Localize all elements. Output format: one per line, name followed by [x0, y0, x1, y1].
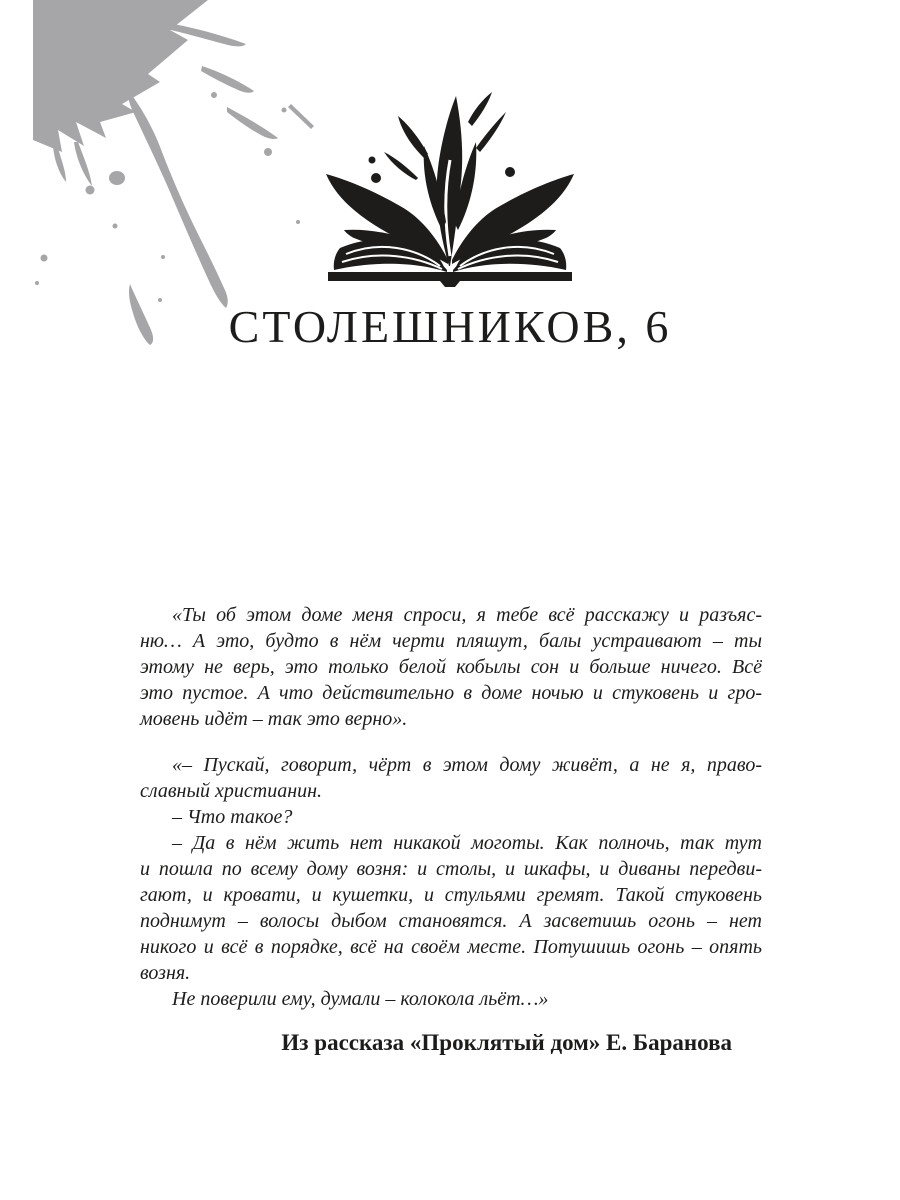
quote-line: никого и всё в порядке, всё на своём месте. Потушишь огонь – опять: [140, 936, 762, 958]
book-leaves-logo-icon: [318, 88, 582, 288]
quote-line: «– Пускай, говорит, чёрт в этом дому живёт, а не я, право-: [172, 754, 762, 776]
quote-line: славный христианин.: [140, 780, 323, 802]
quote-line: «Ты об этом доме меня спроси, я тебе всё расскажу и разъяс-: [172, 604, 762, 626]
quote-line: мовень идёт – так это верно».: [140, 708, 408, 730]
quote-line: ню… А это, будто в нём черти пляшут, балы устраивают – ты: [140, 630, 762, 652]
quote-line: – Что такое?: [172, 806, 293, 828]
quote-line: это пустое. А что действительно в доме ночью и стуковень и гро-: [140, 682, 762, 704]
quote-line: Не поверили ему, думали – колокола льёт…»: [172, 988, 549, 1010]
attribution-line: Из рассказа «Проклятый дом» Е. Баранова: [281, 1030, 732, 1055]
quote-line: поднимут – волосы дыбом становятся. А засветишь огонь – нет: [140, 910, 762, 932]
epigraph-quote-block: [140, 602, 762, 1012]
quote-line: гают, и кровати, и кушетки, и стульями гремят. Такой стуковень: [140, 884, 762, 906]
quote-line: возня.: [140, 962, 191, 984]
quote-line: и пошла по всему дому возня: и столы, и шкафы, и диваны передви-: [140, 858, 762, 880]
chapter-title: СТОЛЕШНИКОВ, 6: [228, 301, 672, 352]
quote-line: этому не верь, это только белой кобылы сон и больше ничего. Всё: [140, 656, 762, 678]
quote-line: – Да в нём жить нет никакой моготы. Как полночь, так тут: [172, 832, 762, 854]
